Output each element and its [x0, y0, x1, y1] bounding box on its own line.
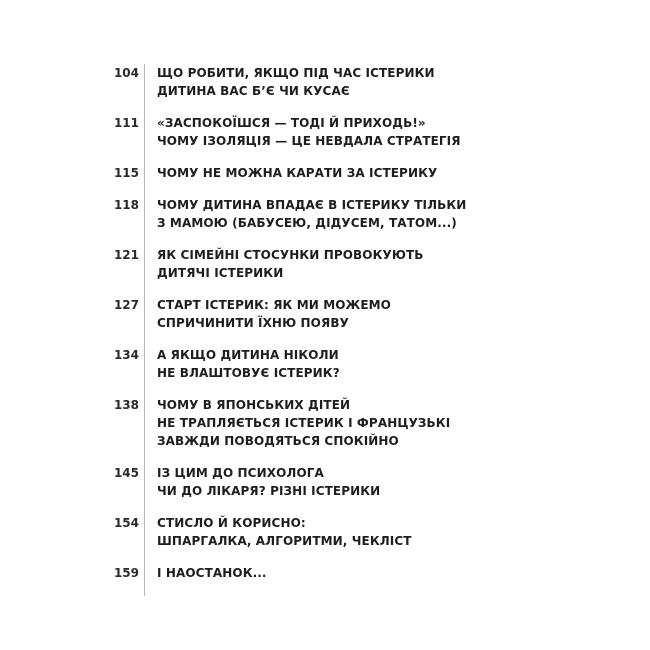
page-number: 115	[113, 166, 139, 180]
toc-entry	[113, 396, 485, 450]
page-number: 127	[113, 298, 139, 312]
entry-title-line: НЕ ТРАПЛЯЄТЬСЯ ІСТЕРИК І ФРАНЦУЗЬКІ	[157, 416, 451, 430]
toc-entry	[113, 164, 485, 182]
toc-entry	[113, 514, 485, 550]
entry-title-line: ДИТЯЧІ ІСТЕРИКИ	[157, 266, 284, 280]
entry-title-line: ЧОМУ В ЯПОНСЬКИХ ДІТЕЙ	[157, 398, 351, 412]
toc-entry	[113, 564, 485, 582]
entry-title-line: ШПАРГАЛКА, АЛГОРИТМИ, ЧЕКЛІСТ	[157, 534, 412, 548]
toc-entry	[113, 246, 485, 282]
entry-title	[145, 246, 485, 282]
page-number: 154	[113, 516, 139, 530]
page-number: 134	[113, 348, 139, 362]
entry-title-line: СПРИЧИНИТИ ЇХНЮ ПОЯВУ	[157, 316, 349, 330]
page-number: 121	[113, 248, 139, 262]
entry-title-line: ІЗ ЦИМ ДО ПСИХОЛОГА	[157, 466, 324, 480]
entry-title-line: СТИСЛО Й КОРИСНО:	[157, 516, 306, 530]
entry-title	[145, 164, 485, 182]
page-number: 159	[113, 566, 139, 580]
entry-title-line: ЯК СІМЕЙНІ СТОСУНКИ ПРОВОКУЮТЬ	[157, 248, 424, 262]
entry-title-line: НЕ ВЛАШТОВУЄ ІСТЕРИК?	[157, 366, 340, 380]
entry-title-line: СТАРТ ІСТЕРИК: ЯК МИ МОЖЕМО	[157, 298, 391, 312]
toc-entry	[113, 464, 485, 500]
entry-title	[145, 396, 485, 450]
entry-title-line: ЧОМУ НЕ МОЖНА КАРАТИ ЗА ІСТЕРИКУ	[157, 166, 438, 180]
entry-title	[145, 514, 485, 550]
toc-entry	[113, 114, 485, 150]
entry-title	[145, 196, 485, 232]
entry-title-line: І НАОСТАНОК...	[157, 566, 267, 580]
page-number: 111	[113, 116, 139, 130]
entry-title-line: ЗАВЖДИ ПОВОДЯТЬСЯ СПОКІЙНО	[157, 434, 399, 448]
toc-entry	[113, 196, 485, 232]
entry-title	[145, 296, 485, 332]
entry-title	[145, 346, 485, 382]
entry-title	[145, 64, 485, 100]
page-number: 145	[113, 466, 139, 480]
entry-title-line: ЩО РОБИТИ, ЯКЩО ПІД ЧАС ІСТЕРИКИ	[157, 66, 435, 80]
toc-entry	[113, 346, 485, 382]
entry-title	[145, 464, 485, 500]
entry-title-line: ЧИ ДО ЛІКАРЯ? РІЗНІ ІСТЕРИКИ	[157, 484, 381, 498]
entry-title	[145, 564, 485, 582]
entry-title-line: ДИТИНА ВАС Б’Є ЧИ КУСАЄ	[157, 84, 350, 98]
page-number: 104	[113, 66, 139, 80]
entry-title	[145, 114, 485, 150]
entry-title-line: З МАМОЮ (БАБУСЕЮ, ДІДУСЕМ, ТАТОМ...)	[157, 216, 457, 230]
entry-title-line: «ЗАСПОКОЇШСЯ — ТОДІ Й ПРИХОДЬ!»	[157, 116, 426, 130]
toc-entry	[113, 296, 485, 332]
toc-entry	[113, 64, 485, 100]
table-of-contents	[113, 64, 485, 596]
page-number: 138	[113, 398, 139, 412]
entry-title-line: А ЯКЩО ДИТИНА НІКОЛИ	[157, 348, 339, 362]
page-number: 118	[113, 198, 139, 212]
entry-title-line: ЧОМУ ДИТИНА ВПАДАЄ В ІСТЕРИКУ ТІЛЬКИ	[157, 198, 467, 212]
entry-title-line: ЧОМУ ІЗОЛЯЦІЯ — ЦЕ НЕВДАЛА СТРАТЕГІЯ	[157, 134, 461, 148]
